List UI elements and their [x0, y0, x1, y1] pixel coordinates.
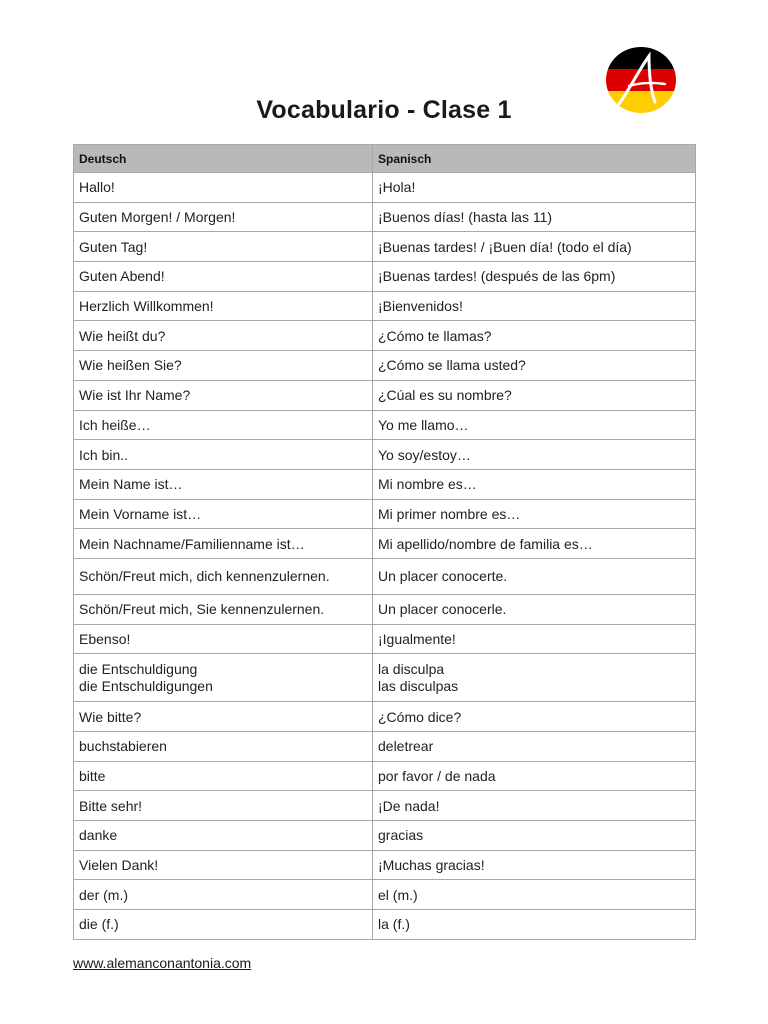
cell-deutsch: Mein Vorname ist… [74, 499, 373, 529]
cell-deutsch: Mein Nachname/Familienname ist… [74, 529, 373, 559]
cell-spanisch: ¿Cúal es su nombre? [373, 380, 696, 410]
table-row [74, 469, 696, 499]
cell-deutsch: Vielen Dank! [74, 850, 373, 880]
cell-spanisch: ¡De nada! [373, 791, 696, 821]
table-row [74, 594, 696, 624]
table-row [74, 654, 696, 702]
cell-spanisch: ¿Cómo se llama usted? [373, 351, 696, 381]
cell-deutsch: Wie heißen Sie? [74, 351, 373, 381]
cell-spanisch: ¡Buenos días! (hasta las 11) [373, 202, 696, 232]
table-row [74, 850, 696, 880]
table-row [74, 262, 696, 292]
cell-deutsch: die Entschuldigung die Entschuldigungen [74, 654, 373, 702]
cell-deutsch: Schön/Freut mich, Sie kennenzulernen. [74, 594, 373, 624]
cell-deutsch: Mein Name ist… [74, 469, 373, 499]
cell-spanisch: la disculpa las disculpas [373, 654, 696, 702]
table-row [74, 202, 696, 232]
cell-spanisch: por favor / de nada [373, 761, 696, 791]
cell-spanisch: ¡Buenas tardes! / ¡Buen día! (todo el día) [373, 232, 696, 262]
table-row [74, 880, 696, 910]
cell-spanisch: ¡Muchas gracias! [373, 850, 696, 880]
header-spanisch: Spanisch [373, 145, 696, 173]
cell-spanisch: Mi primer nombre es… [373, 499, 696, 529]
table-row [74, 821, 696, 851]
cell-deutsch: Schön/Freut mich, dich kennenzulernen. [74, 558, 373, 594]
cell-deutsch: bitte [74, 761, 373, 791]
cell-deutsch: Ich heiße… [74, 410, 373, 440]
table-row [74, 558, 696, 594]
cell-spanisch: ¿Cómo dice? [373, 702, 696, 732]
website-link[interactable]: www.alemanconantonia.com [73, 955, 252, 971]
table-row [74, 624, 696, 654]
table-row [74, 761, 696, 791]
cell-deutsch: die (f.) [74, 910, 373, 940]
cell-deutsch: Guten Tag! [74, 232, 373, 262]
table-row [74, 351, 696, 381]
cell-deutsch: Wie heißt du? [74, 321, 373, 351]
table-row [74, 232, 696, 262]
table-row [74, 380, 696, 410]
page-title: Vocabulario - Clase 1 [256, 96, 512, 124]
table-row [74, 529, 696, 559]
cell-deutsch: Bitte sehr! [74, 791, 373, 821]
cell-spanisch: Yo soy/estoy… [373, 440, 696, 470]
table-row [74, 791, 696, 821]
cell-deutsch: Wie bitte? [74, 702, 373, 732]
cell-spanisch: Yo me llamo… [373, 410, 696, 440]
cell-deutsch: danke [74, 821, 373, 851]
cell-deutsch: Hallo! [74, 173, 373, 203]
cell-deutsch: Herzlich Willkommen! [74, 291, 373, 321]
table-row [74, 910, 696, 940]
table-row [74, 173, 696, 203]
table-header-row [74, 145, 696, 173]
vocabulary-table [73, 144, 696, 940]
cell-deutsch: Guten Morgen! / Morgen! [74, 202, 373, 232]
cell-deutsch: Ich bin.. [74, 440, 373, 470]
cell-spanisch: ¡Bienvenidos! [373, 291, 696, 321]
table-row [74, 702, 696, 732]
table-row [74, 440, 696, 470]
cell-deutsch: buchstabieren [74, 732, 373, 762]
cell-spanisch: Un placer conocerte. [373, 558, 696, 594]
cell-spanisch: deletrear [373, 732, 696, 762]
table-row [74, 732, 696, 762]
cell-spanisch: ¡Igualmente! [373, 624, 696, 654]
cell-deutsch: Guten Abend! [74, 262, 373, 292]
cell-spanisch: ¡Buenas tardes! (después de las 6pm) [373, 262, 696, 292]
table-row [74, 410, 696, 440]
cell-deutsch: Wie ist Ihr Name? [74, 380, 373, 410]
cell-spanisch: el (m.) [373, 880, 696, 910]
cell-spanisch: Mi nombre es… [373, 469, 696, 499]
table-row [74, 499, 696, 529]
cell-deutsch: der (m.) [74, 880, 373, 910]
header-deutsch: Deutsch [74, 145, 373, 173]
cell-spanisch: gracias [373, 821, 696, 851]
table-row [74, 291, 696, 321]
cell-spanisch: Un placer conocerle. [373, 594, 696, 624]
cell-spanisch: Mi apellido/nombre de familia es… [373, 529, 696, 559]
cell-deutsch: Ebenso! [74, 624, 373, 654]
cell-spanisch: ¡Hola! [373, 173, 696, 203]
cell-spanisch: ¿Cómo te llamas? [373, 321, 696, 351]
cell-spanisch: la (f.) [373, 910, 696, 940]
table-row [74, 321, 696, 351]
